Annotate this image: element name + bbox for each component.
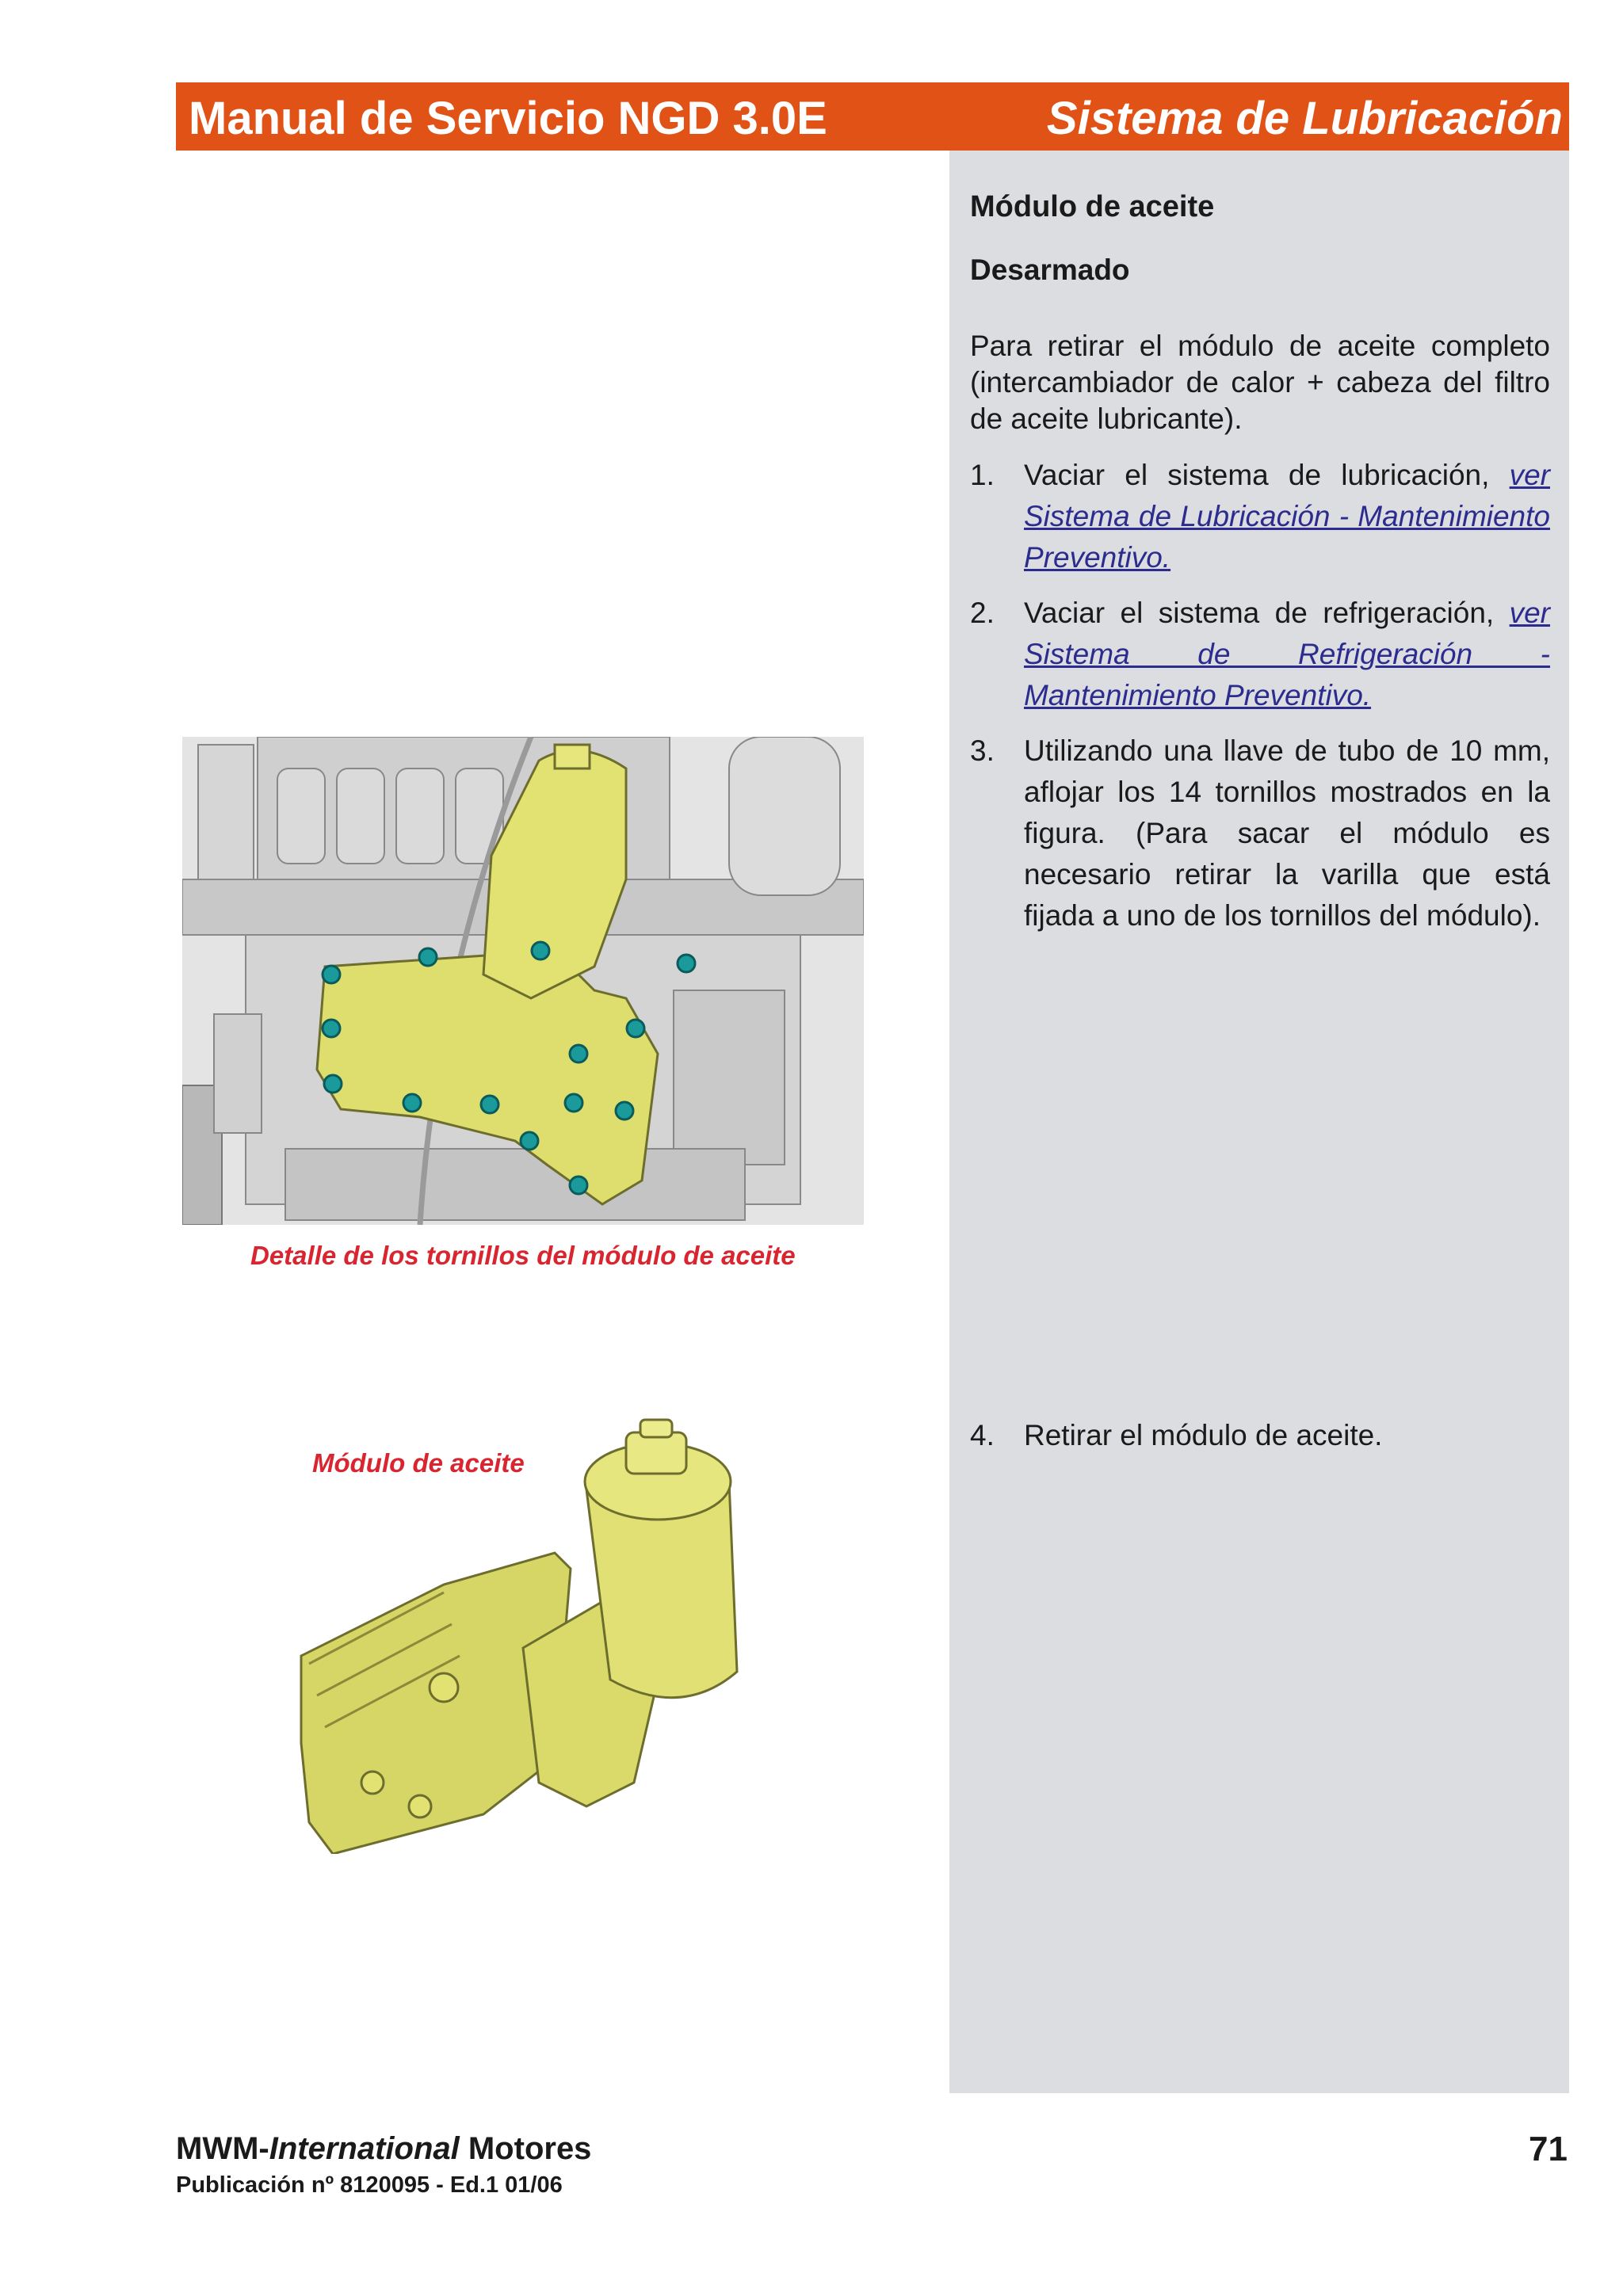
step-text [1024,455,1550,578]
step-number: 1. [970,459,995,491]
step-text [1024,593,1550,716]
intro-paragraph: Para retirar el módulo de aceite completo (intercambiador de calor + cabeza del filtro de aceite lubricante). [970,330,1550,435]
step-text: Retirar el módulo de aceite. [1024,1419,1383,1451]
brand-suffix: Motores [459,2131,592,2166]
step-number: 4. [970,1419,995,1451]
engine-figure-caption: Detalle de los tornillos del módulo de aceite [250,1241,796,1270]
step-number: 3. [970,734,995,767]
brand-prefix: MWM- [176,2131,269,2166]
oil-module-figure [285,1410,808,1854]
section-title-header: Sistema de Lubricación [1046,93,1563,144]
brand-italic: International [269,2131,460,2166]
side-panel [949,151,1569,2093]
footer-brand [176,2131,591,2167]
module-figure-caption: Módulo de aceite [312,1448,525,1478]
publication-info: Publicación nº 8120095 - Ed.1 01/06 [176,2172,563,2198]
step-link[interactable]: ver Sistema de Refrigeración - Mantenimiento Preventivo. [1024,597,1550,711]
page-number: 71 [1529,2130,1568,2168]
header-bar [176,82,1569,151]
step-text: Utilizando una llave de tubo de 10 mm, aflojar los 14 tornillos mostrados en la figura. (Para sacar el módulo es necesario retirar la varilla que está fijada a uno de los tornillos del módulo). [1024,734,1550,932]
engine-bolts-figure [182,737,864,1225]
module-title: Módulo de aceite [970,190,1215,223]
step-link[interactable]: ver Sistema de Lubricación - Mantenimiento Preventivo. [1024,459,1550,574]
step-body: Vaciar el sistema de refrigeración, [1024,597,1510,629]
step-body: Vaciar el sistema de lubricación, [1024,459,1510,491]
step-number: 2. [970,597,995,629]
disassembly-subtitle: Desarmado [970,254,1130,286]
manual-title: Manual de Servicio NGD 3.0E [189,93,827,144]
